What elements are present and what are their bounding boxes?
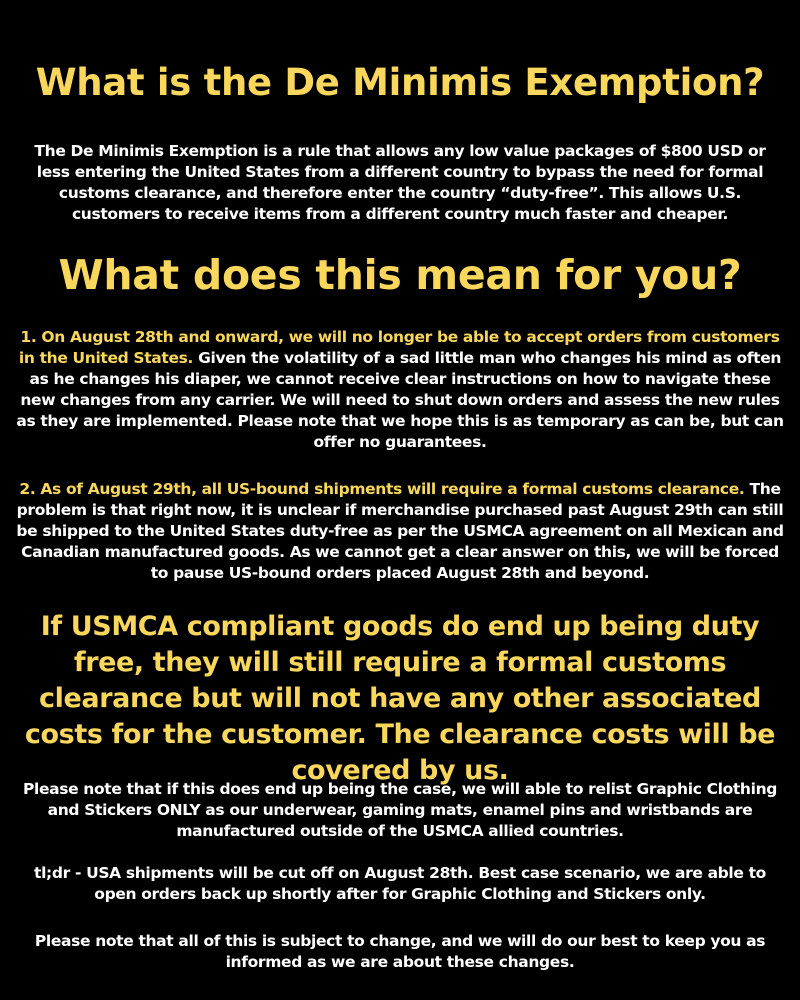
relist-note: Please note that if this does end up being the case, we will able to relist Graphic Clothing and Stickers ONLY as our underwear, gaming mats, enamel pins and wristbands are manufactured outside of the USMCA allied countries.: [22, 780, 778, 840]
de-minimis-explanation: The De Minimis Exemption is a rule that allows any low value packages of $800 USD or less entering the United States from a different country to bypass the need for formal customs clearance, and therefore enter the country “duty-free”. This allows U.S. customers to receive items from a different country much faster and cheaper.: [34, 142, 766, 223]
de-minimis-heading: What is the De Minimis Exemption?: [35, 61, 765, 104]
what-this-means-heading: What does this mean for you?: [58, 251, 742, 299]
point-1-highlight: 1. On August 28th and onward, we will no longer be able to accept orders from customers in the United States.: [18, 328, 780, 367]
subject-to-change-note: Please note that all of this is subject to change, and we will do our best to keep you as informed as we are about these changes.: [34, 932, 766, 971]
point-2-paragraph: [16, 479, 784, 584]
tldr-summary: tl;dr - USA shipments will be cut off on August 28th. Best case scenario, we are able to open orders back up shortly after for Graphic Clothing and Stickers only.: [34, 864, 766, 903]
point-2-body: The problem is that right now, it is unclear if merchandise purchased past August 29th can still be shipped to the United States duty-free as per the USMCA agreement on all Mexican and Canadian manufactured goods. As we cannot get a clear answer on this, we will be forced to pause US-bound orders placed August 28th and beyond.: [16, 480, 784, 582]
point-2-highlight: 2. As of August 29th, all US-bound shipments will require a formal customs clearance.: [19, 480, 745, 498]
point-1-body: Given the volatility of a sad little man who changes his mind as often as he changes his diaper, we cannot receive clear instructions on how to navigate these new changes from any carrier. We will need to shut down orders and assess the new rules as they are implemented. Please note that we hope this is as temporary as can be, but can offer no guarantees.: [16, 349, 784, 451]
usmca-callout: If USMCA compliant goods do end up being duty free, they will still require a formal customs clearance but will not have any other associated costs for the customer. The clearance costs will be covered by us.: [24, 611, 776, 786]
point-1-paragraph: [16, 327, 784, 453]
